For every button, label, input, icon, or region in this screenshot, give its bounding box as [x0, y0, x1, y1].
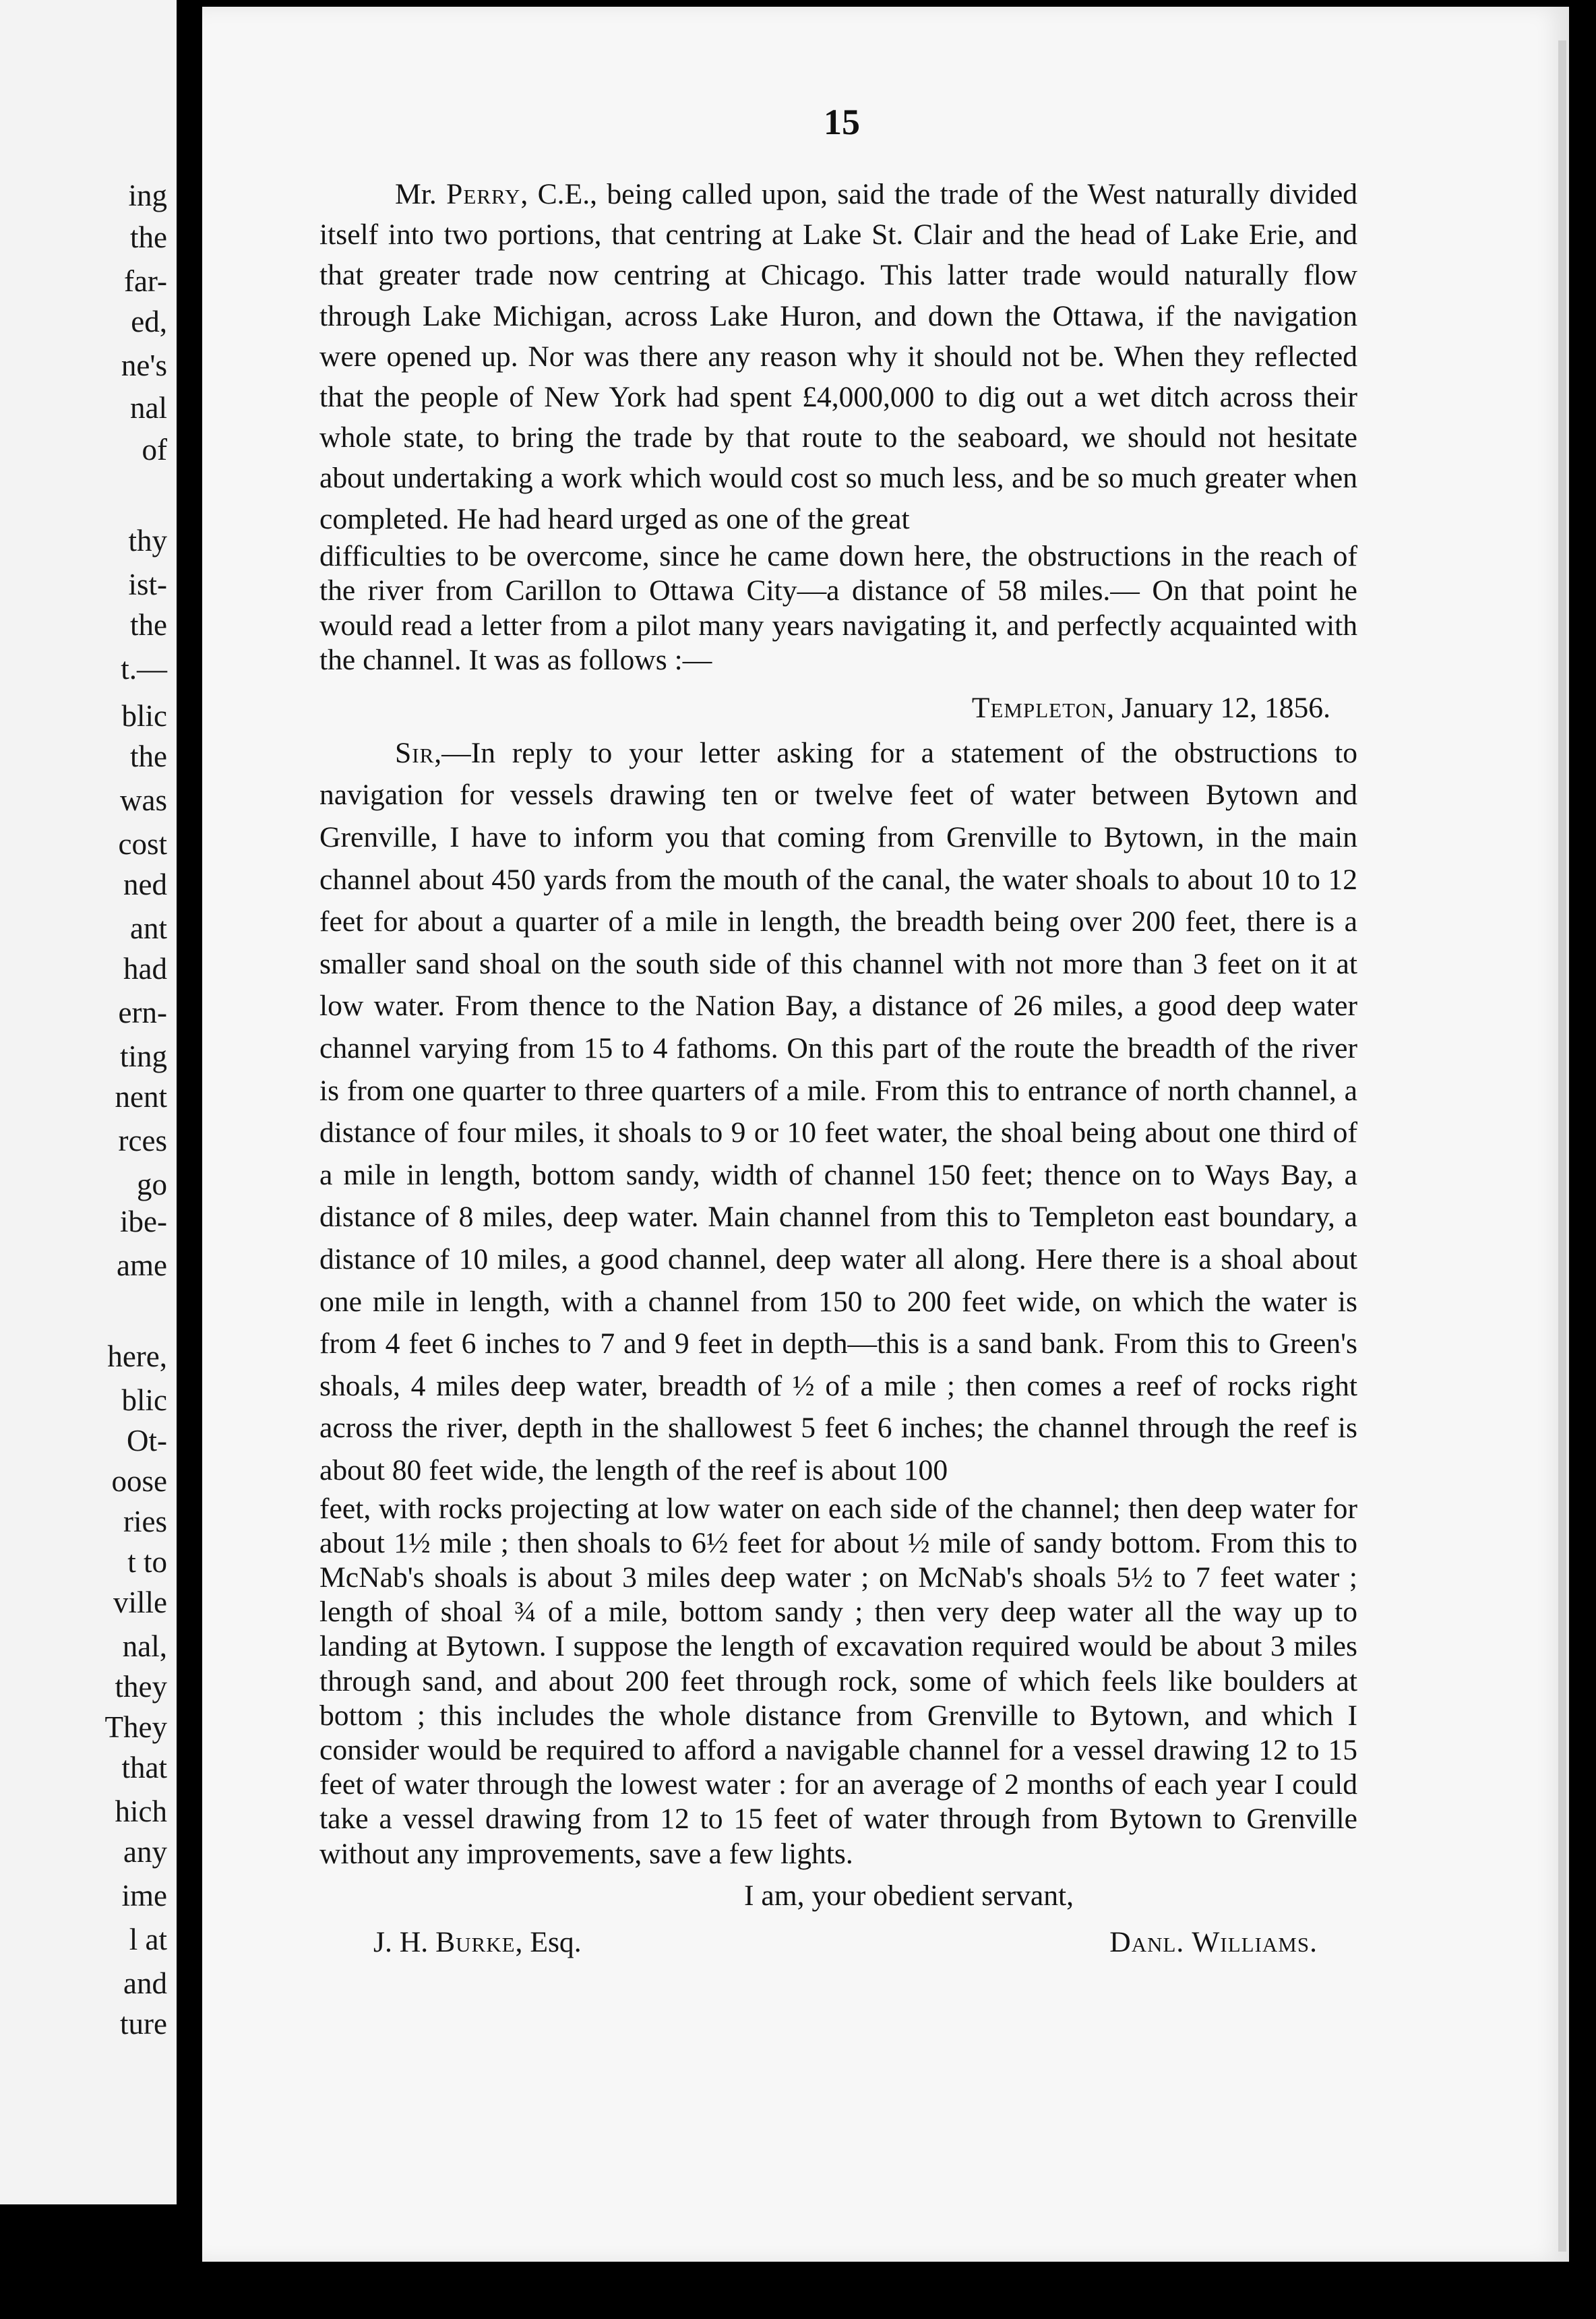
signature-last: Williams [1192, 1925, 1310, 1958]
left-page-fragment: blic [121, 1383, 167, 1417]
left-page-fragment: that [121, 1751, 167, 1784]
speech-paragraph-continued: difficulties to be overcome, since he came down here, the obstructions in the reach of the river from Carillon to Ottawa City—a distance of 58 miles.— On that point he would read a letter from a pilot many years navigating it, and perfectly acquainted with the channel. It was as follows :— [319, 539, 1357, 677]
left-page-fragment: of [142, 433, 167, 466]
left-page-fragment: ture [120, 2007, 167, 2041]
left-page-fragment: blic [121, 699, 167, 733]
left-page-fragment: ist- [128, 568, 167, 601]
left-page-fragment: ing [128, 179, 167, 212]
left-page-fragment: rces [118, 1124, 167, 1157]
left-page-fragment: cost [118, 827, 167, 861]
speaker-name: Perry [446, 178, 521, 210]
letter-dateline [319, 684, 1357, 732]
speech-intro: Mr. [395, 178, 437, 210]
left-page-fragment: was [120, 783, 167, 817]
addressee [373, 1920, 582, 1964]
left-page-fragment: ed, [131, 305, 167, 338]
left-page-fragment: They [104, 1710, 167, 1744]
left-page-fragment: ime [121, 1879, 167, 1913]
letter-body [319, 732, 1357, 1492]
left-page-fragment: Ot- [127, 1424, 167, 1457]
left-page-fragment: hich [115, 1795, 167, 1828]
left-page-fragment: nal [130, 391, 167, 425]
left-page-fragment: oose [111, 1464, 167, 1498]
letter-date: , January 12, 1856. [1107, 691, 1330, 724]
speech-text: , C.E., being called upon, said the trade of the West naturally divided itself into two portions, that centring at Lake St. Clair and the head of Lake Erie, and that greater trade now centring at Chicago. This latter trade would naturally flow through Lake Michigan, across Lake Huron, and down the Ottawa, if the navigation were opened up. Nor was there any reason why it should not be. When they reflected that the people of New York had spent £4,000,000 to dig out a wet ditch across their whole state, to bring the trade by that route to the seaboard, we should not hesitate about undertaking a work which would cost so much less, and be so much greater when completed. He had heard urged as one of the great [319, 178, 1357, 535]
addressee-initials: J. H. [373, 1925, 429, 1958]
left-page-margin [0, 0, 177, 2204]
left-page-fragment: t to [127, 1545, 167, 1579]
speech-paragraph [319, 174, 1357, 539]
left-page-fragment: ame [117, 1248, 167, 1282]
left-page-fragment: go [137, 1168, 167, 1201]
left-page-fragment: ibe- [120, 1205, 167, 1238]
left-page-fragment: far- [123, 264, 167, 298]
left-page-fragment: ne's [121, 349, 167, 382]
left-page-fragment: l at [129, 1923, 167, 1956]
left-page-fragment: they [115, 1670, 167, 1704]
letter-salutation: Sir [395, 736, 435, 769]
left-page-fragment: any [123, 1835, 167, 1869]
left-page-fragment: had [123, 952, 167, 986]
signature-row [319, 1920, 1357, 1967]
left-page-fragment: here, [107, 1339, 167, 1373]
left-page-fragment: ned [123, 868, 167, 901]
left-page-fragment: and [123, 1966, 167, 2000]
letter-place: Templeton [971, 691, 1107, 724]
left-page-fragment: nent [115, 1080, 167, 1114]
letter-closing: I am, your obedient servant, [744, 1879, 1074, 1912]
addressee-suffix: , Esq. [515, 1925, 582, 1958]
page-body [319, 174, 1357, 1967]
left-page-fragment: ries [123, 1505, 167, 1538]
left-page-fragment: ville [113, 1586, 167, 1619]
left-page-fragment: the [130, 740, 167, 773]
signature-trail: . [1310, 1925, 1317, 1958]
page-number: 15 [824, 102, 860, 142]
left-page-fragment: ting [119, 1040, 167, 1073]
signature [1109, 1920, 1317, 1964]
left-page-fragment: nal, [122, 1629, 167, 1663]
left-page-fragment: ant [130, 911, 167, 945]
left-page-fragment: thy [128, 524, 167, 558]
left-page-fragment: ern- [118, 996, 167, 1029]
letter-body-continued: feet, with rocks projecting at low water on each side of the channel; then deep water for about 1½ mile ; then shoals to 6½ feet for about ½ mile of sandy bottom. From this to McNab's shoals is about 3 miles deep water ; on McNab's shoals 5½ to 7 feet water ; length of shoal ¾ of a mile, bottom sandy ; then very deep water all the way up to landing at Bytown. I suppose the length of excavation required would be about 3 miles through sand, and about 200 feet through rock, some of which feels like boulders at bottom ; this includes the whole distance from Grenville to Bytown, and which I consider would be required to afford a navigable channel for a vessel drawing 12 to 15 feet of water through the lowest water : for an average of 2 months of each year I could take a vessel drawing from 12 to 15 feet of water through from Bytown to Grenville without any improvements, save a few lights. [319, 1492, 1357, 1870]
left-page-fragment: t.— [121, 652, 167, 686]
addressee-name: Burke [435, 1925, 516, 1958]
letter-text: ,—In reply to your letter asking for a statement of the obstructions to navigation for vessels drawing ten or twelve feet of water between Bytown and Grenville, I have to inform you that coming from Grenville to Bytown, in the main channel about 450 yards from the mouth of the canal, the water shoals to about 10 to 12 feet for about a quarter of a mile in length, the breadth being over 200 feet, there is a smaller sand shoal on the south side of this channel with not more than 3 feet on it at low water. From thence to the Nation Bay, a distance of 26 miles, a good deep water channel varying from 15 to 4 fathoms. On this part of the route the breadth of the river is from one quarter to three quarters of a mile. From this to entrance of north channel, a distance of four miles, it shoals to 9 or 10 feet water, the shoal being about one third of a mile in length, bottom sandy, width of channel 150 feet; thence on to Ways Bay, a distance of 8 miles, deep water. Main channel from this to Templeton east boundary, a distance of 10 miles, a good channel, deep water all along. Here there is a shoal about one mile in length, with a channel from 150 to 200 feet wide, on which the water is from 4 feet 6 inches to 7 and 9 feet in depth—this is a sand bank. From this to Green's shoals, 4 miles deep water, breadth of ½ of a mile ; then comes a reef of rocks right across the river, depth in the shallowest 5 feet 6 inches; the channel through the reef is about 80 feet wide, the length of the reef is about 100 [319, 736, 1357, 1486]
signature-first: Danl. [1109, 1925, 1185, 1958]
page-edge [1558, 40, 1566, 2252]
left-page-fragment: the [130, 608, 167, 642]
left-page-fragment: the [130, 220, 167, 254]
